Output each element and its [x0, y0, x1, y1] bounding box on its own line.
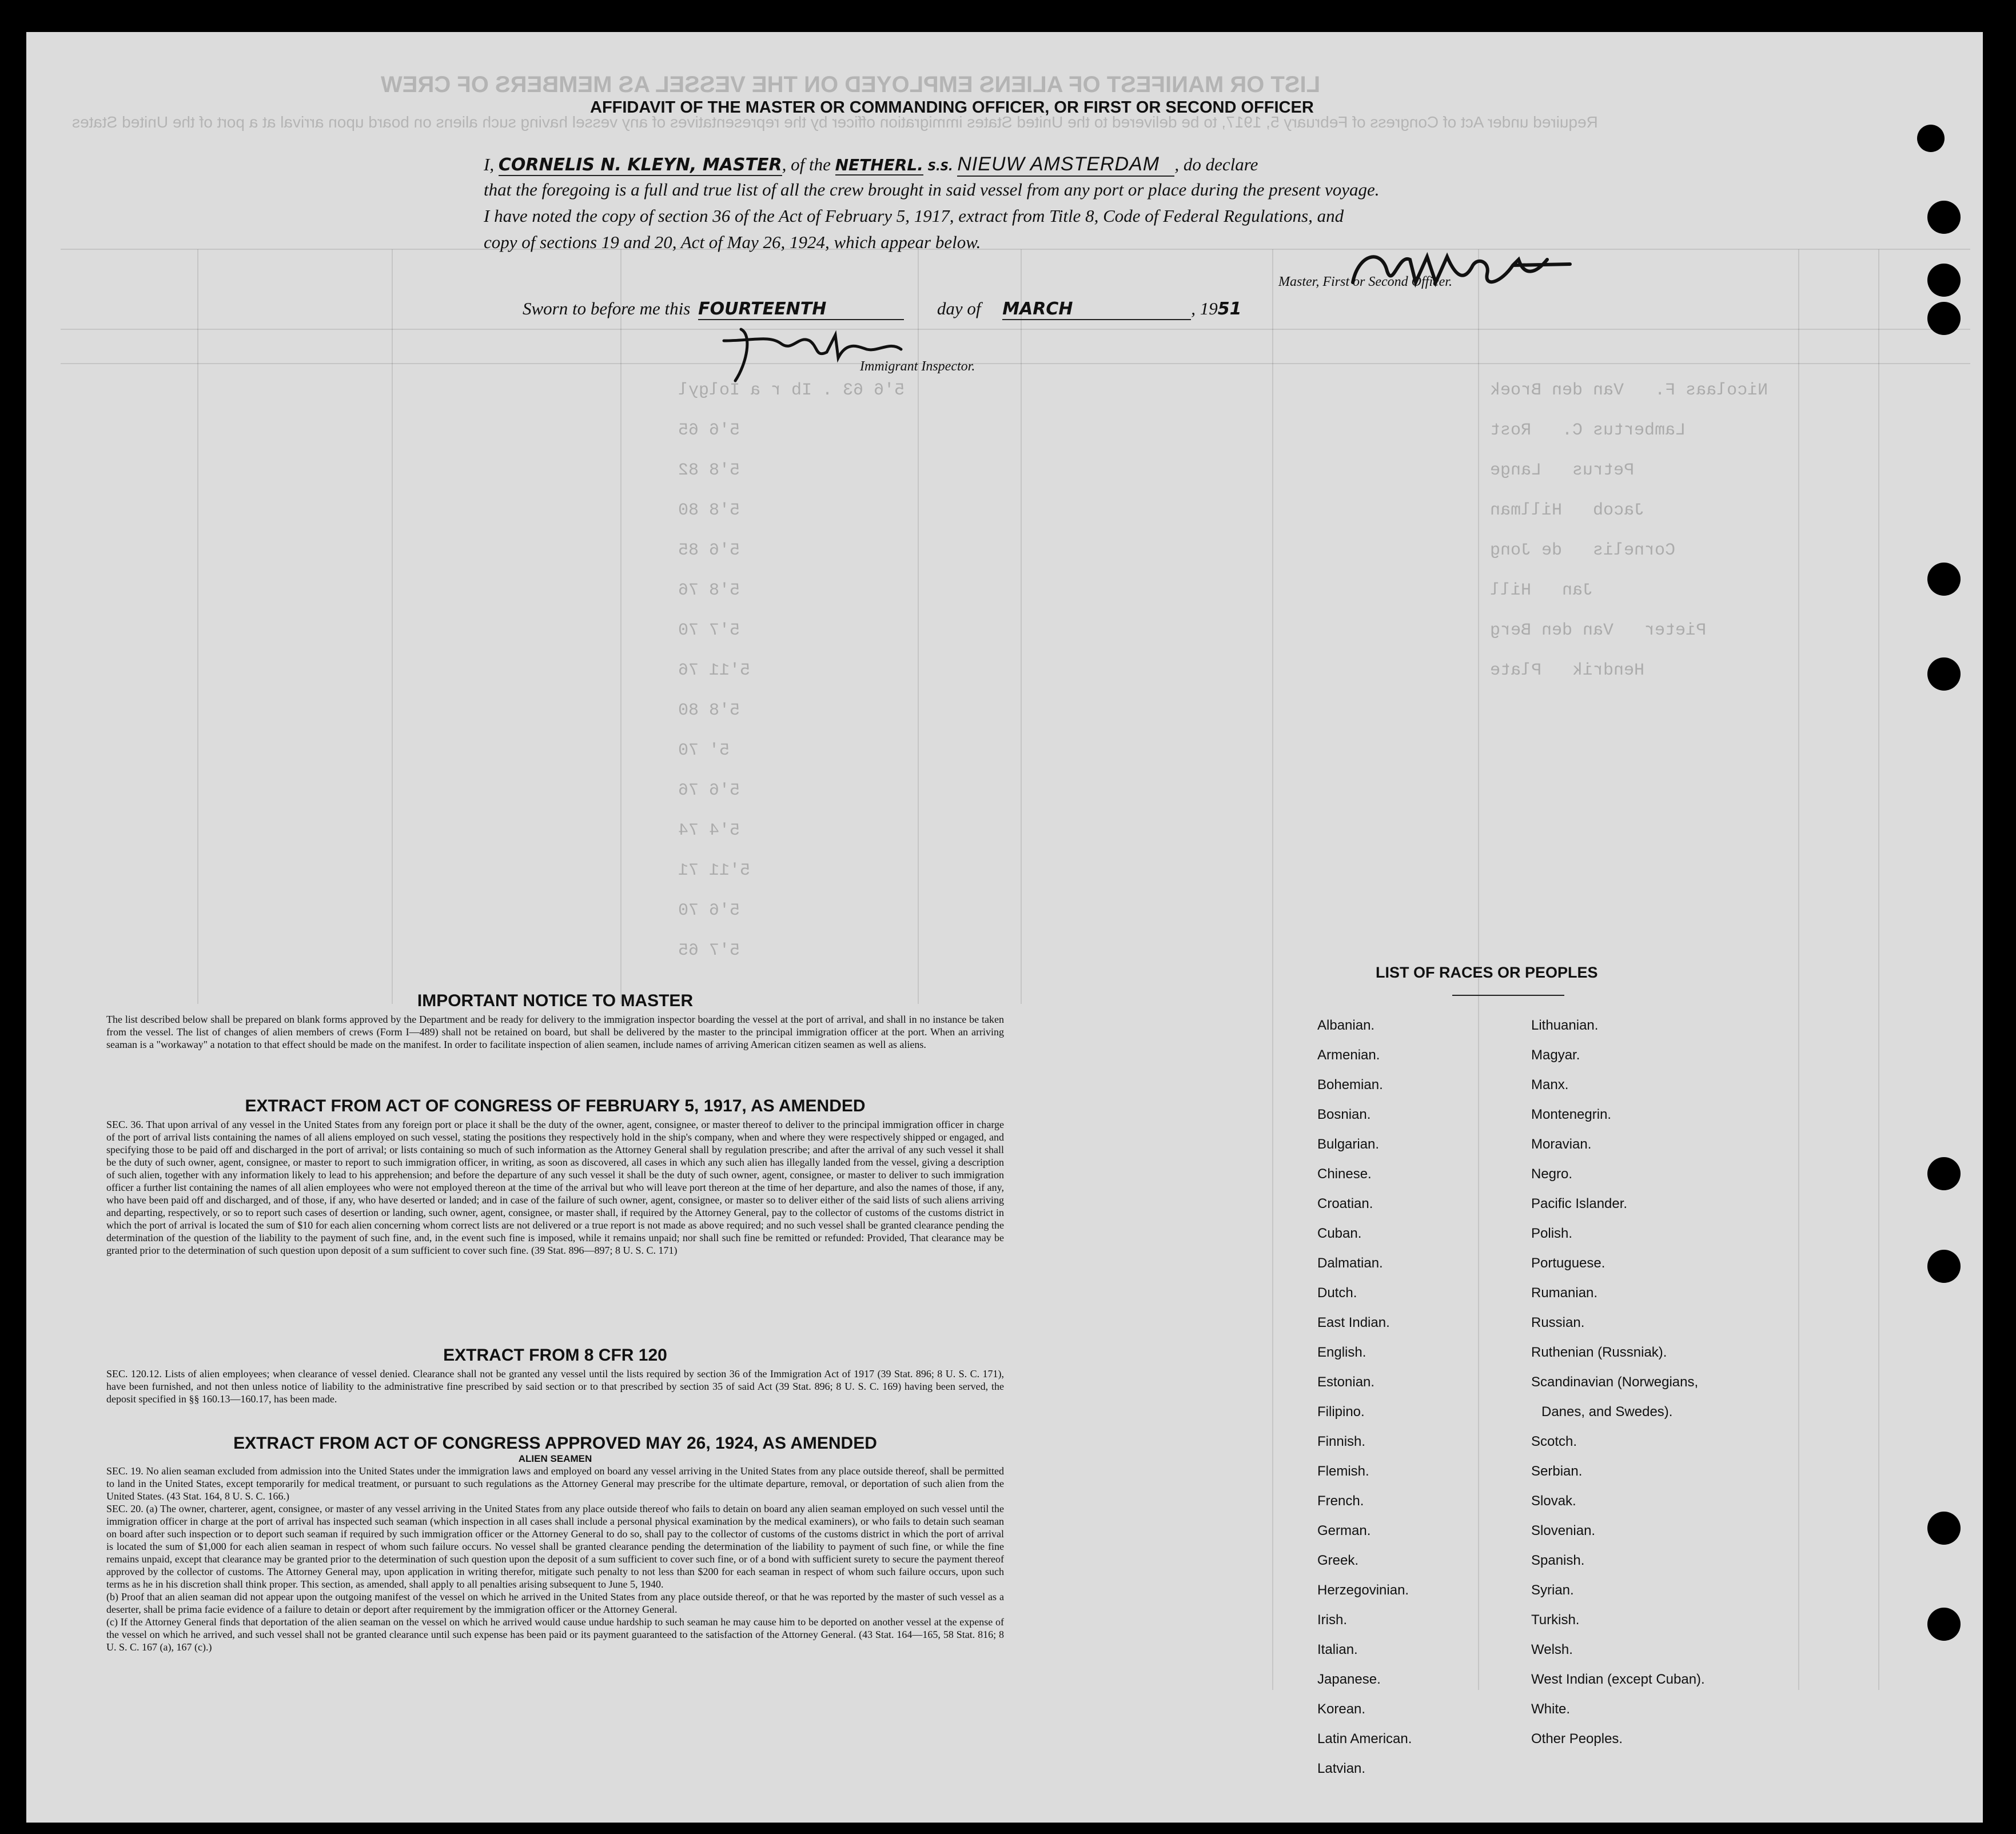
- race-item: Finnish.: [1317, 1434, 1366, 1449]
- affidavit-line2: that the foregoing is a full and true list of all the crew brought in said vessel from any port or place during the present voyage.: [484, 180, 1380, 200]
- race-item: Manx.: [1531, 1077, 1569, 1093]
- race-item: Estonian.: [1317, 1374, 1375, 1390]
- sec-20a: SEC. 20. (a) The owner, charterer, agent, consignee, or master of any vessel arriving in the United States from any place outside thereof who fails to detain on board any alien seaman employed on such vessel until the immigration officer in charge at the port of arrival has inspected such seaman (which inspection in all cases shall include a personal physical examination by the medical examiners), or who fails to detain such seaman on board after such inspection or to deport such seaman if required by such immigration officer or the Attorney General to do so, shall pay to the collector of customs of the customs district in which the port of arrival is located the sum of $1,000 for each alien seaman in respect of whom such failure occurs. No vessel shall be granted clearance pending the determination of the liability to payment of such fine, or while the fine remains unpaid, except that clearance may be granted prior to the determination of such question upon the deposit of a sum sufficient to cover such fine, or of a bond with sufficient surety to secure the payment thereof approved by the collector of customs. The Attorney General may, upon application in writing therefor, mitigate such penalty to not less than $200 for each seaman in respect of whom such failure occurs, upon such terms as he in his discretion shall think proper. This section, as amended, shall apply to all penalties arising subsequent to June 5, 1940.: [106, 1503, 1004, 1590]
- race-item: Portuguese.: [1531, 1255, 1605, 1271]
- race-item: Danes, and Swedes).: [1541, 1404, 1673, 1420]
- master-name: CORNELIS N. KLEYN, MASTER: [498, 155, 782, 175]
- race-item: Greek.: [1317, 1553, 1359, 1568]
- sworn-day: FOURTEENTH: [698, 299, 904, 320]
- punch-hole: [1927, 302, 1961, 335]
- notice-title: IMPORTANT NOTICE TO MASTER: [417, 991, 694, 1010]
- punch-hole: [1927, 657, 1961, 691]
- alien-seamen-subtitle: ALIEN SEAMEN: [518, 1453, 592, 1464]
- sec-20c: (c) If the Attorney General finds that deportation of the alien seaman on the vessel on which he arrived would cause undue hardship to such seaman he may cause him to be deported on another vessel at the expense of the vessel on which he arrived, and such vessel shall not be granted clearance until such expense has been paid or its payment guaranteed to the satisfaction of the Attorney General. (43 Stat. 164—165, 58 Stat. 816; 8 U. S. C. 167 (a), 167 (c).): [106, 1616, 1004, 1653]
- race-item: Scandinavian (Norwegians,: [1531, 1374, 1699, 1390]
- race-item: Filipino.: [1317, 1404, 1365, 1420]
- race-item: Lithuanian.: [1531, 1018, 1599, 1033]
- race-item: Armenian.: [1317, 1047, 1380, 1063]
- races-title: LIST OF RACES OR PEOPLES: [1376, 964, 1598, 981]
- ghost-manifest-title: LIST OR MANIFEST OF ALIENS EMPLOYED ON THE VESSEL AS MEMBERS OF CREW: [381, 72, 1321, 97]
- sworn-year: 51: [1217, 299, 1242, 319]
- race-item: Bohemian.: [1317, 1077, 1383, 1093]
- race-item: Slovak.: [1531, 1493, 1576, 1509]
- race-item: Moravian.: [1531, 1137, 1592, 1152]
- races-title-rule: [1452, 995, 1564, 996]
- sworn-line: [523, 298, 1241, 320]
- ss-abbreviation: S.S.: [927, 160, 953, 173]
- affidavit-line3: I have noted the copy of section 36 of the Act of February 5, 1917, extract from Title 8, Code of Federal Regulations, and: [484, 206, 1344, 226]
- race-item: Bosnian.: [1317, 1107, 1371, 1122]
- affidavit-line4: copy of sections 19 and 20, Act of May 26, 1924, which appear below.: [484, 232, 981, 252]
- race-item: French.: [1317, 1493, 1364, 1509]
- race-item: Bulgarian.: [1317, 1137, 1380, 1152]
- race-item: Spanish.: [1531, 1553, 1585, 1568]
- sec-19: SEC. 19. No alien seaman excluded from admission into the United States under the immigration laws and employed on board any vessel arriving in the United States from any place outside thereof, shall be permitted to land in the United States, except temporarily for medical treatment, or pursuant to such regulations as the Attorney General may prescribe for the ultimate departure, removal, or deportation of such alien from the United States. (43 Stat. 164, 8 U. S. C. 166.): [106, 1465, 1004, 1502]
- race-item: Pacific Islander.: [1531, 1196, 1628, 1211]
- affidavit-title: AFFIDAVIT OF THE MASTER OR COMMANDING OFFICER, OR FIRST OR SECOND OFFICER: [590, 98, 1314, 117]
- ghost-manifest-subtitle: Required under Act of Congress of February 5, 1917, to be delivered to the United States immigration officer by the representatives of any vessel having such aliens on board upon arrival at a port of the United States: [72, 113, 1598, 131]
- affidavit-declare: , do declare: [1174, 154, 1258, 174]
- vessel-flag: NETHERL.: [835, 156, 923, 174]
- races-left-column: [1317, 1018, 1523, 1818]
- extract-1917-title: EXTRACT FROM ACT OF CONGRESS OF FEBRUARY 5, 1917, AS AMENDED: [245, 1097, 866, 1115]
- master-signature: [1341, 242, 1581, 305]
- race-item: West Indian (except Cuban).: [1531, 1672, 1705, 1687]
- race-item: Magyar.: [1531, 1047, 1580, 1063]
- races-right-column: [1531, 1018, 1828, 1818]
- race-item: Montenegrin.: [1531, 1107, 1612, 1122]
- race-item: Serbian.: [1531, 1464, 1583, 1479]
- day-of-label: day of: [937, 298, 981, 318]
- punch-hole: [1917, 125, 1945, 152]
- race-item: Croatian.: [1317, 1196, 1373, 1211]
- race-item: Dutch.: [1317, 1285, 1357, 1301]
- race-item: Turkish.: [1531, 1612, 1580, 1628]
- extract-cfr-body: SEC. 120.12. Lists of alien employees; when clearance of vessel denied. Clearance shall not be granted any vessel until the lists required by section 36 of the Immigration Act of 1917 (39 Stat. 896; 8 U. S. C. 171), have been furnished, and not then unless notice of liability to the administrative fine prescribed by said section or to that prescribed by section 35 of said Act (39 Stat. 896; 8 U. S. C. 169) having been served, the deposit specified in §§ 160.13—160.17, has been made.: [106, 1368, 1004, 1405]
- race-item: Ruthenian (Russniak).: [1531, 1345, 1667, 1360]
- race-item: Latin American.: [1317, 1731, 1412, 1747]
- race-item: Rumanian.: [1531, 1285, 1598, 1301]
- race-item: Herzegovinian.: [1317, 1582, 1409, 1598]
- race-item: Welsh.: [1531, 1642, 1573, 1657]
- race-item: East Indian.: [1317, 1315, 1390, 1330]
- race-item: Japanese.: [1317, 1672, 1381, 1687]
- race-item: Polish.: [1531, 1226, 1573, 1241]
- affidavit-line1-prefix: I,: [484, 154, 495, 174]
- punch-hole: [1927, 1608, 1961, 1641]
- year-prefix: , 19: [1191, 298, 1218, 318]
- race-item: Chinese.: [1317, 1166, 1372, 1182]
- punch-hole: [1927, 563, 1961, 596]
- race-item: Italian.: [1317, 1642, 1358, 1657]
- inspector-signature: [718, 318, 924, 392]
- race-item: Slovenian.: [1531, 1523, 1596, 1538]
- race-item: Syrian.: [1531, 1582, 1574, 1598]
- race-item: Russian.: [1531, 1315, 1585, 1330]
- sworn-month: MARCH: [1002, 299, 1191, 320]
- race-item: Cuban.: [1317, 1226, 1362, 1241]
- race-item: Irish.: [1317, 1612, 1348, 1628]
- race-item: Korean.: [1317, 1701, 1366, 1717]
- punch-hole: [1927, 264, 1961, 297]
- race-item: White.: [1531, 1701, 1571, 1717]
- vessel-name: NIEUW AMSTERDAM: [957, 153, 1174, 177]
- race-item: Albanian.: [1317, 1018, 1375, 1033]
- punch-hole: [1927, 1512, 1961, 1545]
- race-item: Scotch.: [1531, 1434, 1577, 1449]
- notice-body: The list described below shall be prepared on blank forms approved by the Department and be ready for delivery to the immigration inspector boarding the vessel at the port of arrival, and shall in no instance be taken from the vessel. The list of changes of alien members of crews (Form I—489) shall not be retained on board, but shall be delivered by the master to the principal immigration officer at the port. When an arriving seaman is a "workaway" a notation to that effect should be made on the manifest. In order to facilitate inspection of alien seamen, include names of arriving American citizen seamen as well as aliens.: [106, 1014, 1004, 1050]
- race-item: Negro.: [1531, 1166, 1573, 1182]
- race-item: German.: [1317, 1523, 1371, 1538]
- extract-1924-body: [106, 1465, 1004, 1653]
- punch-hole: [1927, 1157, 1961, 1190]
- race-item: Latvian.: [1317, 1761, 1366, 1776]
- master-caption: Master, First or Second Officer.: [1278, 274, 1452, 289]
- extract-1917-body: SEC. 36. That upon arrival of any vessel in the United States from any foreign port or place it shall be the duty of the owner, agent, consignee, or master thereof to deliver to the principal immigration officer in charge of the port of arrival lists containing the names of all aliens employed on such vessel, stating the positions they respectively hold in the ship's company, when and where they were respectively shipped or engaged, and specifying those to be paid off and discharged in the port of arrival; or lists containing so much of such information as the Attorney General shall by regulation prescribe; and after the arrival of any such vessel it shall be the duty of such owner, agent, consignee, or master to report to such immigration officer, in writing, as soon as discovered, all cases in which any such alien has illegally landed from the vessel, giving a description of such alien, together with any information likely to lead to his apprehension; and before the departure of any such vessel it shall be the duty of such owner, agent, consignee, or master to deliver to such immigration officer a further list containing the names of all alien employees who were not employed thereon at the time of the arrival but who will leave port thereon at the time of her departure, and also the names of those, if any, who have been paid off and discharged, and of those, if any, who have deserted or landed; and in case of the failure of such owner, agent, consignee, or master so to deliver either of the said lists of such aliens arriving and departing, respectively, or so to report such cases of desertion or landing, such owner, agent, consignee, or master shall, if required by the Attorney General, pay to the collector of customs of the customs district in which the port of arrival is located the sum of $10 for each alien concerning whom correct lists are not delivered or a true report is not made as above required; and no such vessel shall be granted clearance pending the determination of the question of the liability to the payment of such fine, and, in the event such fine is imposed, while it remains unpaid; nor shall such fine be remitted or refunded: Provided, That clearance may be granted prior to the determination of such question upon deposit of a sum sufficient to cover such fine. (39 Stat. 896—897; 8 U. S. C. 171): [106, 1119, 1004, 1256]
- extract-1924-title: EXTRACT FROM ACT OF CONGRESS APPROVED MAY 26, 1924, AS AMENDED: [233, 1434, 877, 1453]
- punch-hole: [1927, 201, 1961, 234]
- extract-cfr-title: EXTRACT FROM 8 CFR 120: [443, 1346, 667, 1365]
- manifest-page: LIST OR MANIFEST OF ALIENS EMPLOYED ON THE VESSEL AS MEMBERS OF CREW Required under Act of Congress of February 5, 1917, to be delivered to the United States immigration officer by the representatives of any vessel having such aliens on board upon arrival at a port of the United States 5'6 63 . Ib r a Iolgyl 5'6 65 5'8 82 5'8 80 5'6 85 5'8 76 5'7 70 5'11 76 5'8 80 5' 70 5'6 76 5'4 74 5'11 71 5'6 70 5'7 65 Nicolaas F. Van den Broek Lambertus C. Rost Petrus Lange Jacob Hillman Cornelis de Jong Jan Hill Pieter Van den Berg Hendrik Plate AFFIDAVIT OF THE MASTER OR COMMANDING OFFICER, OR FIRST OR SECOND OFFICER I, CORNELIS N. KLEYN, MASTER, of the NETHERL. S.S. NIEUW AMSTERDAM , do declare that the foregoing is a full and true list of all the crew brought in said vessel from any port or place during the present voyage. I have noted the copy of section 36 of the Act of February 5, 1917, extract from Title 8, Code of Federal Regulations, and copy of sections 19 and 20, Act of May 26, 1924, which appear below. Master, First or Second Officer. Sworn to before me this FOURTEENTH day of MARCH , 1951 Immigrant Inspector. IMPORTANT NOTICE TO MASTER The list described below shall be prepared on blank forms approved by the Department and be ready for delivery to the immigration inspector boarding the vessel at the port of arrival, and shall in no instance be taken from the vessel. The list of changes of alien members of crews (Form I—489) shall not be retained on board, but shall be delivered by the master to the principal immigration officer at the port. When an arriving seaman is a "workaway" a notation to that effect should be made on the manifest. In order to facilitate inspection of alien seamen, include names of arriving American citizen seamen as well as aliens. EXTRACT FROM ACT OF CONGRESS OF FEBRUARY 5, 1917, AS AMENDED SEC. 36. That upon arrival of any vessel in the United States from any foreign port or place it shall be the duty of the owner, agent, consignee, or master thereof to deliver to the principal immigration officer in charge of the port of arrival lists containing the names of all aliens employed on such vessel, stating the positions they respectively hold in the ship's company, when and where they were respectively shipped or engaged, and specifying those to be paid off and discharged in the port of arrival; or lists containing so much of such information as the Attorney General shall by regulation prescribe; and after the arrival of any such vessel it shall be the duty of such owner, agent, consignee, or master to report to such immigration officer, in writing, as soon as discovered, all cases in which any such alien has illegally landed from the vessel, giving a description of such alien, together with any information likely to lead to his apprehension; and before the departure of any such vessel it shall be the duty of such owner, agent, consignee, or master to deliver to such immigration officer a further list containing the names of all alien employees who were not employed thereon at the time of the arrival but who will leave port thereon at the time of her departure, and also the names of those, if any, who have been paid off and discharged, and of those, if any, who have deserted or landed; and in case of the failure of such owner, agent, consignee, or master so to deliver either of the said lists of such aliens arriving and departing, respectively, or so to report such cases of desertion or landing, such owner, agent, consignee, or master shall, if required by the Attorney General, pay to the collector of customs of the customs district in which the port of arrival is located the sum of $10 for each alien concerning whom correct lists are not delivered or a true report is not made as above required; and no such vessel shall be granted clearance pending the determination of the question of the liability to the payment of such fine, and, in the event such fine is imposed, while it remains unpaid; nor shall such fine be remitted or refunded: Provided, That clearance may be granted prior to the determination of such question upon deposit of a sum sufficient to cover such fine. (39 Stat. 896—897; 8 U. S. C. 171) EXTRACT FROM 8 CFR 120 SEC. 120.12. Lists of alien employees; when clearance of vessel denied. Clearance shall not be granted any vessel until the lists required by section 36 of the Immigration Act of 1917 (39 Stat. 896; 8 U. S. C. 171), have been furnished, and not then unless notice of liability to the administrative fine prescribed by said section or to that prescribed by section 35 of said Act (39 Stat. 896; 8 U. S. C. 169) having been served, the deposit specified in §§ 160.13—160.17, has been made. EXTRACT FROM ACT OF CONGRESS APPROVED MAY 26, 1924, AS AMENDED ALIEN SEAMEN SEC. 19. No alien seaman excluded from admission into the United States under the immigration laws and employed on board any vessel arriving in the United States from any place outside thereof, shall be permitted to land in the United States, except temporarily for medical treatment, or pursuant to such regulations as the Attorney General may prescribe for the ultimate departure, removal, or deportation of such alien from the United States. (43 Stat. 164, 8 U. S. C. 166.) SEC. 20. (a) The owner, charterer, agent, consignee, or master of any vessel arriving in the United States from any place outside thereof who fails to detain on board any alien seaman employed on such vessel until the immigration officer in charge at the port of arrival has inspected such seaman (which inspection in all cases shall include a personal physical examination by the medical examiners), or who fails to detain such seaman on board after such inspection or to deport such seaman if required by such immigration officer or the Attorney General to do so, shall pay to the collector of customs of the customs district in which the port of arrival is located the sum of $1,000 for each alien seaman in respect of whom such failure occurs. No vessel shall be granted clearance pending the determination of the liability to payment of such fine, or while the fine remains unpaid, except that clearance may be granted prior to the determination of such question upon the deposit of a sum sufficient to cover such fine, or of a bond with sufficient surety to secure the payment thereof approved by the collector of customs. The Attorney General may, upon application in writing therefor, mitigate such penalty to not less than $200 for each seaman in respect of whom such failure occurs, upon such terms as he in his discretion shall think proper. This section, as amended, shall apply to all penalties arising subsequent to June 5, 1940. (b) Proof that an alien seaman did not appear upon the outgoing manifest of the vessel on which he arrived in the United States from any place outside thereof, or that he was reported by the master of such vessel as a deserter, shall be prima facie evidence of a failure to detain or deport after requirement by the immigration officer or the Attorney General. (c) If the Attorney General finds that deportation of the alien seaman on the vessel on which he arrived would cause undue hardship to such seaman he may cause him to be deported on another vessel at the expense of the vessel on which he arrived, and such vessel shall not be granted clearance until such expense has been paid or its payment guaranteed to the satisfaction of the Attorney General. (43 Stat. 164—165, 58 Stat. 816; 8 U. S. C. 167 (a), 167 (c).) LIST OF RACES OR PEOPLES Albanian. Armenian. Bohemian. Bosnian. Bulgarian. Chinese. Croatian. Cuban. Dalmatian. Dutch. East Indian. English. Estonian. Filipino. Finnish. Flemish. French. German. Greek. Herzegovinian. Irish. Italian. Japanese. Korean. Latin American. Latvian. Lithuanian. Magyar. Manx. Montenegrin. Moravian. Negro. Pacific Islander. Polish. Portuguese. Rumanian. Russian. Ruthenian (Russniak). Scandinavian (Norwegians, Danes, and Swedes). Scotch. Serbian. Slovak. Slovenian. Spanish. Syrian. Turkish. Welsh. West Indian (except Cuban). White. Other Peoples.: [26, 32, 1983, 1823]
- affidavit-line1: [484, 153, 1258, 177]
- affidavit-of-the: , of the: [782, 154, 831, 174]
- punch-hole: [1927, 1250, 1961, 1283]
- race-item: Flemish.: [1317, 1464, 1369, 1479]
- inspector-caption: Immigrant Inspector.: [860, 359, 975, 374]
- race-item: English.: [1317, 1345, 1366, 1360]
- sec-20b: (b) Proof that an alien seaman did not appear upon the outgoing manifest of the vessel on which he arrived in the United States from any place outside thereof, or that he was reported by the master of such vessel as a deserter, shall be prima facie evidence of a failure to detain or deport after requirement by the immigration officer or the Attorney General.: [106, 1591, 1004, 1615]
- sworn-prefix: Sworn to before me this: [523, 298, 691, 318]
- race-item: Other Peoples.: [1531, 1731, 1623, 1747]
- race-item: Dalmatian.: [1317, 1255, 1383, 1271]
